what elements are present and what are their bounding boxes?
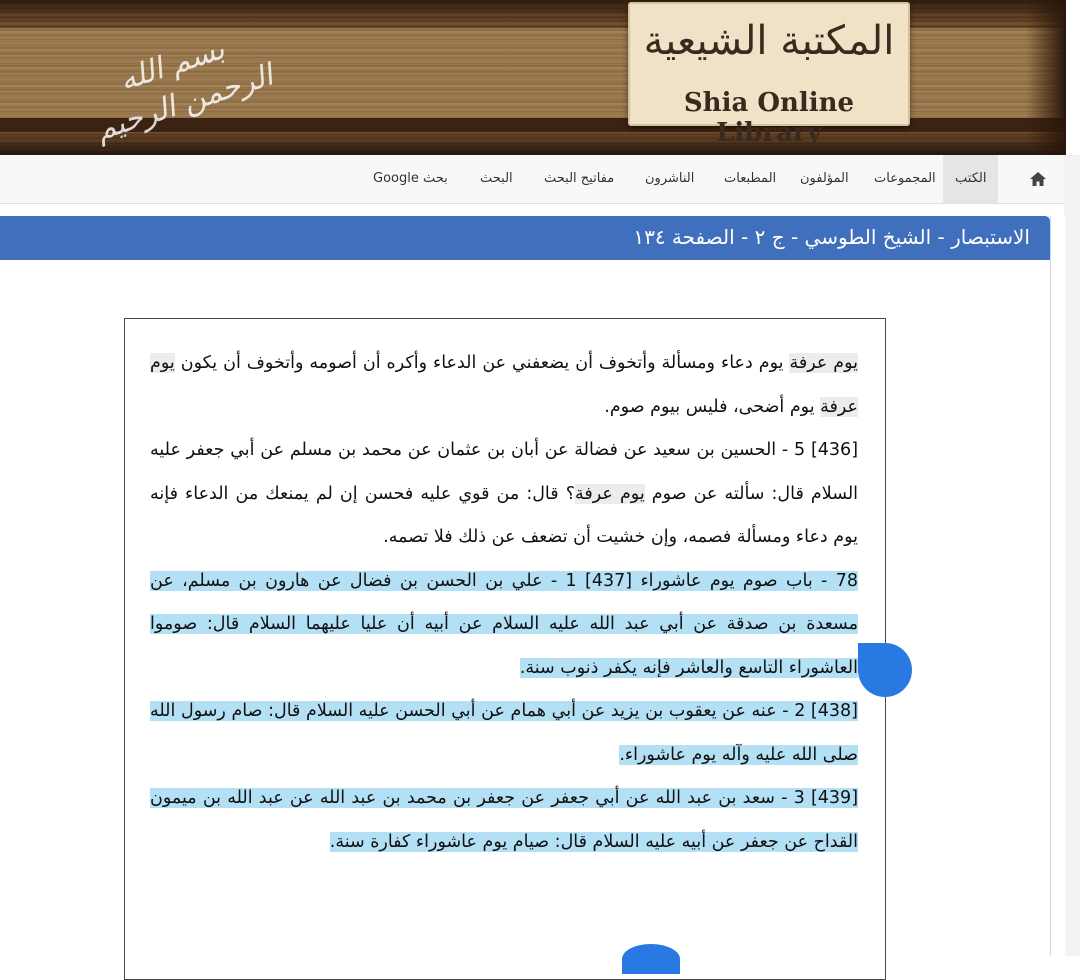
paragraph-text: ؟ قال: من قوي عليه فحسن إن لم يمنعك من الدعاء فإنه يوم دعاء ومسألة فصمه، وإن خشيت أن تضعف عن ذلك فلا تصمه. bbox=[150, 483, 858, 547]
paragraph bbox=[150, 429, 858, 560]
search-highlight: يوم عرفة bbox=[789, 353, 859, 373]
selection-end-handle[interactable] bbox=[622, 944, 680, 974]
panel-border bbox=[1050, 216, 1065, 956]
banner-book-edge bbox=[1026, 0, 1066, 155]
nav-authors[interactable]: المؤلفون bbox=[800, 171, 849, 186]
nav-books[interactable]: الكتب bbox=[943, 155, 998, 203]
logo-arabic-text: المكتبة الشيعية bbox=[643, 18, 895, 64]
nav-collections[interactable]: المجموعات bbox=[874, 171, 936, 186]
selected-text: 78 - باب صوم يوم عاشوراء [437] 1 - علي بن الحسن بن فضال عن هارون بن مسلم، عن مسعدة بن صدقة عن أبي عبد الله عليه السلام عن أبيه أن عليا عليهما السلام قال: صوموا العاشوراء التاسع والعاشر فإنه يكفر ذنوب سنة. bbox=[150, 570, 858, 678]
nav-printers[interactable]: المطبعات bbox=[724, 171, 777, 186]
nav-search[interactable]: البحث bbox=[480, 171, 513, 186]
paragraph-text: يوم أضحى، فليس بيوم صوم. bbox=[604, 396, 821, 417]
search-highlight: يوم عرفة bbox=[150, 353, 858, 417]
basmala-calligraphy: بسم الله الرحمن الرحيم bbox=[91, 31, 278, 148]
search-highlight: يوم عرفة bbox=[575, 483, 645, 504]
paragraph-text: يوم دعاء ومسألة وأتخوف أن يضعفني عن الدعاء وأكره أن أصومه وأتخوف أن يكون bbox=[174, 353, 790, 373]
nav-publishers[interactable]: الناشرون bbox=[645, 171, 695, 186]
selection-start-handle[interactable] bbox=[858, 643, 912, 697]
nav-search-keys[interactable]: مفاتيح البحث bbox=[544, 171, 615, 186]
page-title-bar bbox=[0, 216, 1050, 260]
main-nav bbox=[0, 155, 1065, 204]
paragraph bbox=[150, 560, 858, 691]
selected-text: [438] 2 - عنه عن يعقوب بن يزيد عن أبي همام عن أبي الحسن عليه السلام قال: صام رسول الله صلى الله عليه وآله يوم عاشوراء. bbox=[150, 701, 858, 765]
page-title: الاستبصار - الشيخ الطوسي - ج ٢ - الصفحة ١٣٤ bbox=[633, 225, 1030, 249]
site-logo[interactable] bbox=[628, 2, 910, 148]
paragraph bbox=[150, 777, 858, 864]
site-banner bbox=[0, 0, 1066, 155]
scrollbar-track[interactable] bbox=[1064, 155, 1080, 956]
paragraph bbox=[150, 690, 858, 777]
book-text[interactable] bbox=[150, 342, 858, 864]
logo-english-text: Shia Online Library bbox=[683, 88, 855, 148]
selected-text: [439] 3 - سعد بن عبد الله عن أبي جعفر عن جعفر بن محمد بن عبد الله عن عبد الله بن ميمون القداح عن جعفر عن أبيه عليه السلام قال: صيام يوم عاشوراء كفارة سنة. bbox=[150, 788, 859, 852]
paragraph bbox=[150, 342, 858, 429]
paragraph-text: [436] 5 - الحسين بن سعيد عن فضالة عن أبان بن عثمان عن محمد بن مسلم عن أبي جعفر عليه السلام قال: سألته عن صوم bbox=[150, 440, 859, 504]
home-icon[interactable] bbox=[1029, 171, 1047, 187]
nav-google-search[interactable]: بحث Google bbox=[373, 171, 448, 186]
